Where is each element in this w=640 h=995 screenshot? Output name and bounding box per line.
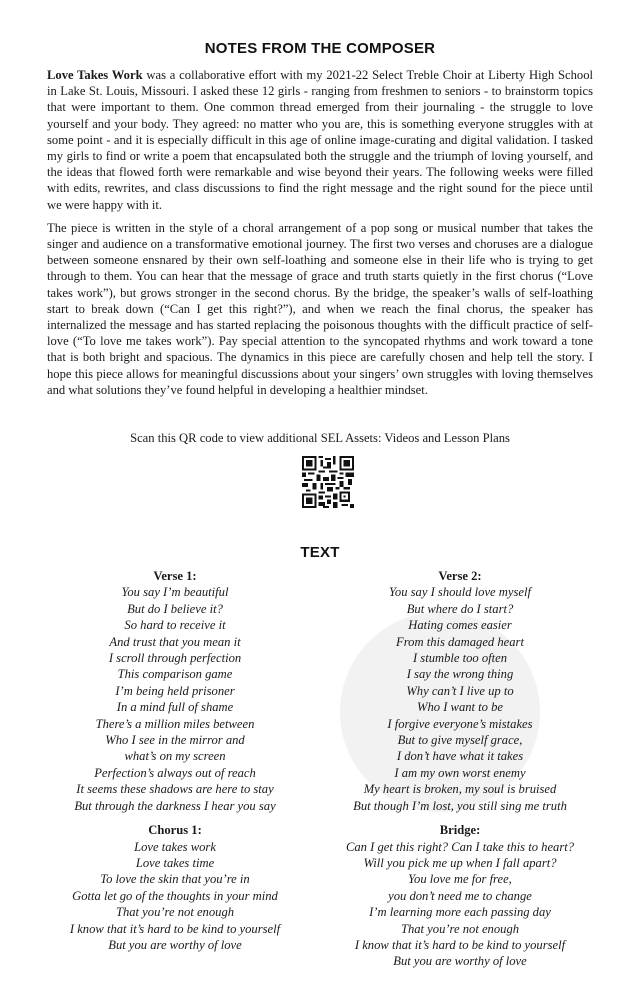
lyric-line: Love takes work — [134, 839, 216, 854]
notes-paragraph-2: The piece is written in the style of a choral arrangement of a pop song or musical number that takes the singer and audience on a transformative emotional journey. The first two verses and choruses are a dialogue between someone ensnared by their own self-loathing and someone else in their life who is trying to get through to them. You can hear that the message of grace and truth starts quietly in the first chorus (“Love takes work”), but grows stronger in the second chorus. By the bridge, the speaker’s walls of self-loathing start to break down (“Can I get this right?”), and when we reach the final chorus, the speaker has internalized the message and has started replacing the poisonous thoughts with the difficult practice of self-love (“To love me takes work”). Pay special attention to the syncopated rhythms and work toward a tone that is both bright and spacious. The dynamics in this piece are carefully chosen and help tell the story. I hope this piece allows for meaningful discussions about your singers’ own struggles with loving themselves and what solutions they’ve found helpful in developing a healthier mindset. — [47, 220, 593, 397]
lyric-line: I say the wrong thing — [406, 667, 514, 682]
lyric-line: This comparison game — [117, 667, 233, 682]
composer-notes — [47, 67, 593, 405]
lyric-line: I don’t have what it takes — [396, 749, 524, 764]
bridge-title: Bridge: — [439, 823, 481, 838]
lyric-line: Who I see in the mirror and — [105, 733, 245, 748]
lyric-line: But you are worthy of love — [393, 954, 527, 969]
lyric-line: But you are worthy of love — [108, 937, 242, 952]
lyrics-right-column — [315, 568, 605, 978]
lyric-line: Will you pick me up when I fall apart? — [363, 855, 557, 870]
lyric-line: But do I believe it? — [127, 601, 223, 616]
lyric-line: But though I’m lost, you still sing me truth — [353, 798, 567, 813]
lyrics-left-column — [30, 568, 320, 961]
bridge-lines — [315, 839, 605, 970]
lyric-line: I’m learning more each passing day — [369, 905, 551, 920]
lyric-line: That you’re not enough — [115, 905, 235, 920]
verse-2-title: Verse 2: — [438, 569, 482, 583]
lyric-line: I forgive everyone’s mistakes — [387, 716, 533, 731]
lyric-line: That you’re not enough — [400, 921, 520, 936]
lyric-line: You say I’m beautiful — [121, 585, 229, 600]
lyric-line: I scroll through perfection — [108, 651, 242, 666]
lyric-line: In a mind full of shame — [116, 700, 234, 715]
piece-title: Love Takes Work — [47, 68, 143, 82]
lyric-line: I’m being held prisoner — [115, 683, 235, 698]
lyric-line: Hating comes easier — [408, 618, 512, 633]
lyric-line: From this damaged heart — [396, 634, 524, 649]
lyric-line: I know that it’s hard to be kind to yourself — [354, 937, 566, 952]
lyric-line: I stumble too often — [412, 651, 508, 666]
lyric-line: what’s on my screen — [124, 749, 226, 764]
lyric-line: You say I should love myself — [389, 585, 531, 600]
lyric-line: But to give myself grace, — [397, 733, 523, 748]
lyric-line: Why can’t I live up to — [406, 683, 514, 698]
lyric-line: Love takes time — [135, 855, 215, 870]
chorus-1-lines — [30, 839, 320, 954]
verse-1-title: Verse 1: — [153, 569, 197, 583]
notes-paragraph-1-body: was a collaborative effort with my 2021-22 Select Treble Choir at Liberty High School in Lake St. Louis, Missouri. I asked these 12 girls - ranging from freshmen to seniors - to brainstorm topics that were important to them. One common thread emerged from their journaling - the struggle to love yourself and your body. They agreed: no matter who you are, this is something everyone struggles with at some point - and it is especially difficult in this age of online image-curating and digital validation. I tasked my girls to find or write a poem that encapsulated both the struggle and the triumph of loving yourself, and the ideas that flowed forth were remarkable and wise beyond their years. The following weeks were filled with edits, rewrites, and class discussions to find the right message and the right sound for the piece until we were happy with it. — [47, 68, 593, 212]
lyric-line: My heart is broken, my soul is bruised — [363, 782, 557, 797]
lyric-line: To love the skin that you’re in — [100, 872, 250, 887]
lyric-line: There’s a million miles between — [95, 716, 255, 731]
lyric-line: Can I get this right? Can I take this to heart? — [345, 839, 575, 854]
lyric-line: you don’t need me to change — [388, 888, 532, 903]
lyric-line: I am my own worst enemy — [394, 765, 526, 780]
lyric-line: And trust that you mean it — [109, 634, 241, 649]
text-heading: TEXT — [300, 544, 340, 561]
chorus-1-title: Chorus 1: — [148, 823, 202, 838]
notes-heading: NOTES FROM THE COMPOSER — [204, 40, 436, 57]
lyric-line: So hard to receive it — [124, 618, 226, 633]
lyric-line: It seems these shadows are here to stay — [76, 782, 274, 797]
lyric-line: Who I want to be — [416, 700, 504, 715]
lyric-line: Perfection’s always out of reach — [94, 765, 256, 780]
lyric-line: But where do I start? — [406, 601, 514, 616]
lyric-line: Gotta let go of the thoughts in your mind — [72, 888, 278, 903]
verse-2-lines — [315, 584, 605, 814]
notes-paragraph-1 — [47, 67, 593, 213]
lyric-line: I know that it’s hard to be kind to yourself — [69, 921, 281, 936]
qr-code-icon[interactable] — [302, 456, 354, 508]
lyric-line: You love me for free, — [408, 872, 512, 887]
lyric-line: But through the darkness I hear you say — [74, 798, 276, 813]
verse-1-lines — [30, 584, 320, 814]
qr-caption: Scan this QR code to view additional SEL Assets: Videos and Lesson Plans — [130, 431, 510, 445]
